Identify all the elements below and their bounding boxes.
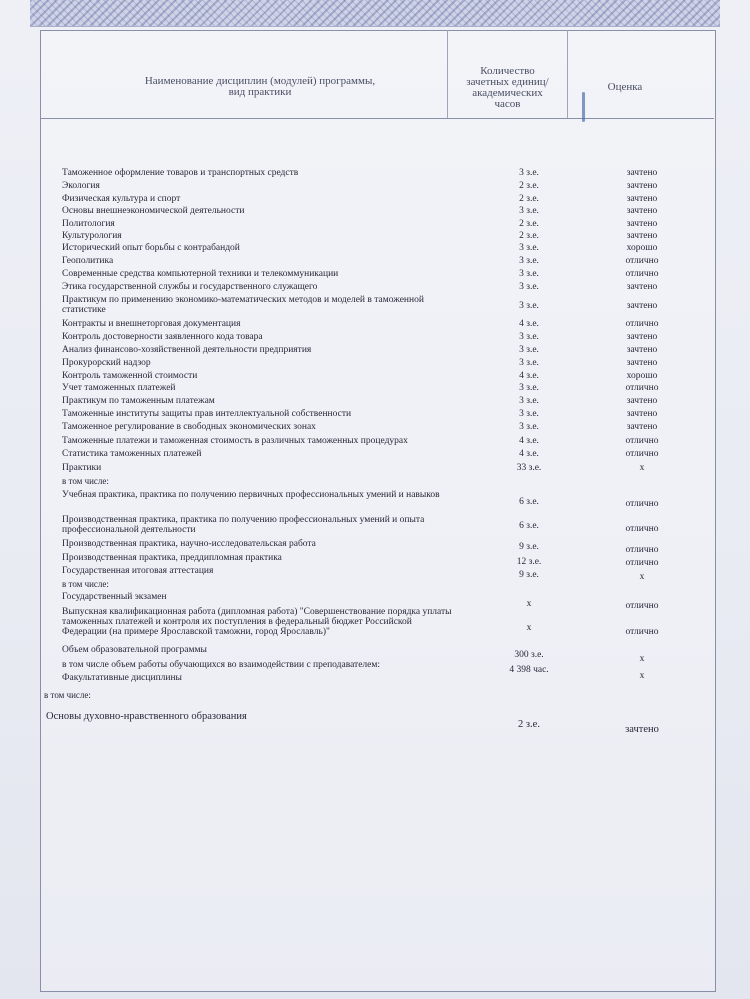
credits-value: 4 з.е. (519, 319, 539, 329)
credits-value: 6 з.е. (519, 497, 539, 507)
credits-value: 3 з.е. (519, 256, 539, 266)
credits-value: 3 з.е. (519, 409, 539, 419)
discipline-name: Прокурорский надзор (62, 358, 151, 368)
discipline-name: Государственная итоговая аттестация (62, 566, 214, 576)
column-divider (447, 30, 448, 118)
grade-value: зачтено (626, 231, 658, 241)
discipline-name: Экология (62, 181, 100, 191)
grade-value: отлично (625, 383, 659, 393)
discipline-name: Физическая культура и спорт (62, 194, 181, 204)
discipline-name: Практики (62, 463, 102, 473)
discipline-name: Учебная практика, практика по получению первичных профессиональных умений и навыков (62, 490, 440, 500)
grade-value: отлично (625, 449, 659, 459)
grade-value: зачтено (626, 301, 658, 311)
discipline-name: Выпускная квалификационная работа (дипломная работа) "Совершенствование порядка уплаты таможенных платежей и контроля их поступления в федеральный бюджет Российской Федерации (на примере Ярославской таможни, город Ярославль)" (62, 607, 452, 637)
header-grade: Оценка (607, 81, 643, 93)
discipline-name: в том числе: (62, 476, 109, 486)
grade-value: отлично (625, 524, 659, 534)
credits-value: 3 з.е. (519, 206, 539, 216)
grade-value: зачтено (626, 358, 658, 368)
credits-value: 4 398 час. (509, 665, 549, 675)
credits-value: 2 з.е. (519, 194, 539, 204)
credits-value: 3 з.е. (519, 358, 539, 368)
grade-value: зачтено (626, 422, 658, 432)
discipline-name: Основы духовно-нравственного образования (46, 711, 247, 722)
credits-value: 9 з.е. (519, 570, 539, 580)
grade-value: зачтено (626, 396, 658, 406)
discipline-name: Культурология (62, 231, 122, 241)
credits-value: 3 з.е. (519, 332, 539, 342)
credits-value: 2 з.е. (519, 231, 539, 241)
grade-value: хорошо (626, 371, 658, 381)
discipline-name: Геополитика (62, 256, 114, 266)
credits-value: 3 з.е. (519, 168, 539, 178)
discipline-name: Учет таможенных платежей (62, 383, 176, 393)
grade-value: зачтено (626, 219, 658, 229)
discipline-name: Таможенные платежи и таможенная стоимость в различных таможенных процедурах (62, 436, 408, 446)
credits-value: 3 з.е. (519, 383, 539, 393)
credits-value: 3 з.е. (519, 301, 539, 311)
discipline-name: Факультативные дисциплины (62, 673, 182, 683)
credits-value: 3 з.е. (519, 422, 539, 432)
discipline-name: Политология (62, 219, 115, 229)
credits-value: 3 з.е. (519, 345, 539, 355)
credits-value: х (526, 599, 532, 609)
credits-value: 3 з.е. (519, 282, 539, 292)
pen-mark (582, 92, 585, 122)
discipline-name: Таможенное оформление товаров и транспортных средств (62, 168, 299, 178)
credits-value: 12 з.е. (516, 557, 542, 567)
grade-value: х (639, 654, 645, 664)
grade-value: отлично (625, 269, 659, 279)
discipline-name: Практикум по применению экономико-математических методов и моделей в таможенной статистике (62, 295, 424, 315)
credits-value: 300 з.е. (514, 650, 544, 660)
grade-value: отлично (625, 601, 659, 611)
discipline-name: Контроль таможенной стоимости (62, 371, 198, 381)
discipline-name: Исторический опыт борьбы с контрабандой (62, 243, 240, 253)
discipline-name: Анализ финансово-хозяйственной деятельности предприятия (62, 345, 312, 355)
grade-value: зачтено (626, 332, 658, 342)
discipline-name: Объем образовательной программы (62, 645, 207, 655)
grade-value: хорошо (626, 243, 658, 253)
credits-value: 9 з.е. (519, 542, 539, 552)
credits-value: 3 з.е. (519, 269, 539, 279)
credits-value: 3 з.е. (519, 243, 539, 253)
grade-value: х (639, 671, 645, 681)
credits-value: 4 з.е. (519, 436, 539, 446)
column-divider (567, 30, 568, 118)
credits-value: 2 з.е. (519, 219, 539, 229)
header-discipline: Наименование дисциплин (модулей) программы, вид практики (144, 75, 376, 98)
discipline-name: Статистика таможенных платежей (62, 449, 202, 459)
grade-value: отлично (625, 436, 659, 446)
discipline-name: Практикум по таможенным платежам (62, 396, 215, 406)
credits-value: 4 з.е. (519, 449, 539, 459)
discipline-name: Государственный экзамен (62, 592, 167, 602)
discipline-name: Современные средства компьютерной техники и телекоммуникации (62, 269, 339, 279)
credits-value: 3 з.е. (519, 396, 539, 406)
discipline-name: Производственная практика, преддипломная практика (62, 553, 282, 563)
grade-value: х (639, 463, 645, 473)
discipline-name: Контракты и внешнеторговая документация (62, 319, 241, 329)
grade-value: отлично (625, 499, 659, 509)
grade-value: зачтено (626, 206, 658, 216)
discipline-name: в том числе: (62, 579, 109, 589)
grade-value: отлично (625, 319, 659, 329)
header-credits: Количество зачетных единиц/ академических часов (466, 65, 549, 110)
grade-value: х (639, 572, 645, 582)
discipline-name: Этика государственной службы и государственного служащего (62, 282, 318, 292)
discipline-name: Контроль достоверности заявленного кода товара (62, 332, 263, 342)
grade-value: зачтено (625, 724, 659, 735)
grade-value: отлично (625, 256, 659, 266)
decorative-border (30, 0, 720, 27)
credits-value: 4 з.е. (519, 371, 539, 381)
grade-value: отлично (625, 545, 659, 555)
discipline-name: в том числе: (44, 690, 91, 700)
grade-value: зачтено (626, 345, 658, 355)
credits-value: 6 з.е. (519, 521, 539, 531)
credits-value: 33 з.е. (516, 463, 542, 473)
grade-value: зачтено (626, 282, 658, 292)
grade-value: зачтено (626, 181, 658, 191)
credits-value: 2 з.е. (519, 181, 539, 191)
grade-value: отлично (625, 558, 659, 568)
discipline-name: в том числе объем работы обучающихся во взаимодействии с преподавателем: (62, 660, 381, 670)
discipline-name: Таможенные институты защиты прав интеллектуальной собственности (62, 409, 352, 419)
discipline-name: Производственная практика, практика по получению профессиональных умений и опыта профессиональной деятельности (62, 515, 425, 535)
discipline-name: Основы внешнеэкономической деятельности (62, 206, 245, 216)
header-divider (40, 118, 714, 119)
grade-value: зачтено (626, 194, 658, 204)
grade-value: зачтено (626, 409, 658, 419)
grade-value: отлично (625, 627, 659, 637)
credits-value: х (526, 623, 532, 633)
grade-value: зачтено (626, 168, 658, 178)
discipline-name: Таможенное регулирование в свободных экономических зонах (62, 422, 316, 432)
credits-value: 2 з.е. (518, 719, 540, 730)
discipline-name: Производственная практика, научно-исследовательская работа (62, 539, 316, 549)
